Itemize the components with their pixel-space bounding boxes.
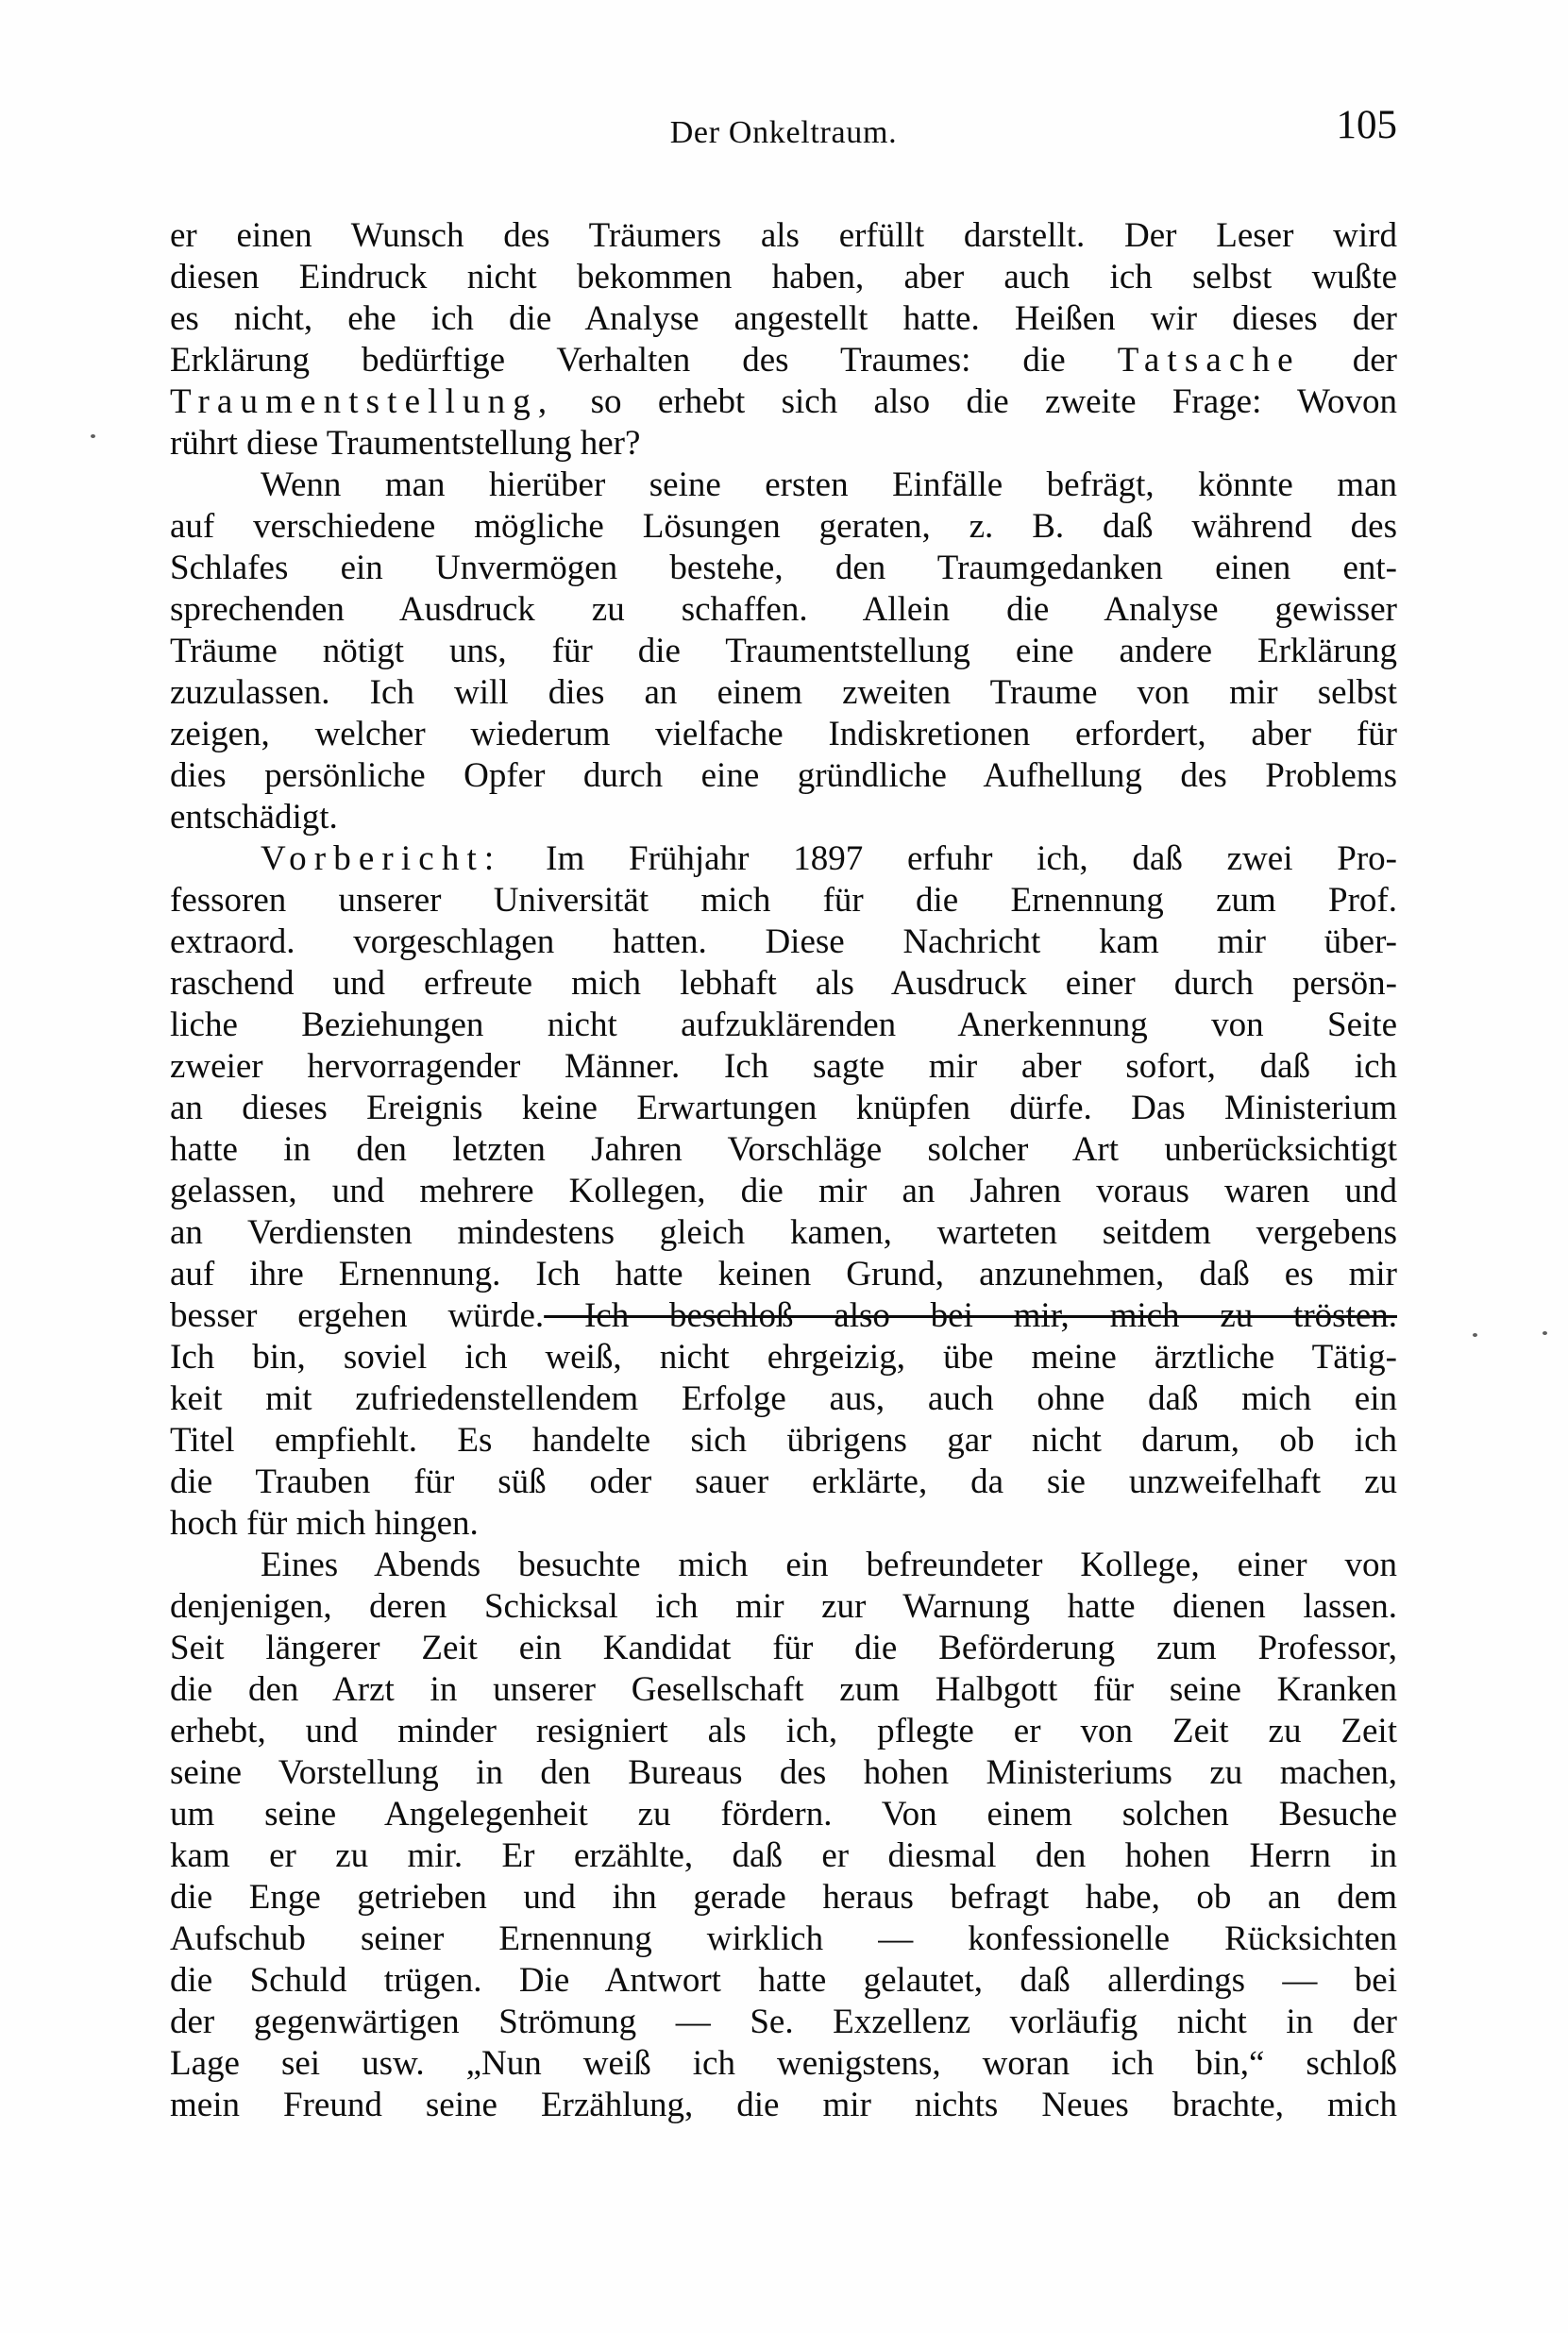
text-segment: auf verschiedene mögliche Lösungen geraten, z. B. daß während des xyxy=(170,507,1397,546)
text-line xyxy=(170,1919,1397,1960)
text-line xyxy=(170,215,1397,257)
text-line xyxy=(170,1212,1397,1254)
text-segment: um seine Angelegenheit zu fördern. Von einem solchen Besuche xyxy=(170,1795,1397,1834)
page-header xyxy=(170,103,1397,155)
text-segment: Im Frühjahr 1897 erfuhr ich, daß zwei Pro- xyxy=(501,839,1397,878)
text-segment: rührt diese Traumentstellung her? xyxy=(170,424,641,463)
text-line xyxy=(170,1503,1397,1545)
text-line xyxy=(170,1171,1397,1212)
text-segment: keit mit zufriedenstellendem Erfolge aus, auch ohne daß mich ein xyxy=(170,1379,1397,1418)
scan-speck xyxy=(1543,1331,1547,1335)
text-segment: Erklärung bedürftige Verhalten des Traumes: die xyxy=(170,341,1118,380)
text-line xyxy=(170,1420,1397,1462)
text-segment: zuzulassen. Ich will dies an einem zweiten Traume von mir selbst xyxy=(170,673,1397,712)
text-line xyxy=(170,257,1397,298)
text-segment: so erhebt sich also die zweite Frage: Wovon xyxy=(554,382,1397,421)
text-line xyxy=(170,340,1397,381)
text-segment: die Enge getrieben und ihn gerade heraus befragt habe, ob an dem xyxy=(170,1878,1397,1917)
text-line xyxy=(170,2002,1397,2043)
text-segment: dies persönliche Opfer durch eine gründliche Aufhellung des Problems xyxy=(170,756,1397,795)
emphasized-text: Traumentstellung, xyxy=(170,382,555,421)
text-line xyxy=(170,631,1397,672)
text-segment: Aufschub seiner Ernennung wirklich — konfessionelle Rücksichten xyxy=(170,1919,1397,1958)
text-segment: fessoren unserer Universität mich für die Ernennung zum Prof. xyxy=(170,881,1397,920)
text-segment: zweier hervorragender Männer. Ich sagte mir aber sofort, daß ich xyxy=(170,1047,1397,1086)
text-line xyxy=(170,506,1397,548)
emphasized-text: Vorbericht: xyxy=(261,839,502,878)
text-segment: zeigen, welcher wiederum vielfache Indiskretionen erfordert, aber für xyxy=(170,715,1397,753)
text-line xyxy=(170,921,1397,963)
text-line xyxy=(170,1545,1397,1586)
text-line xyxy=(170,1462,1397,1503)
text-line xyxy=(170,423,1397,465)
text-line xyxy=(170,1254,1397,1295)
text-line xyxy=(170,755,1397,797)
text-segment: Titel empfiehlt. Es handelte sich übrigens gar nicht darum, ob ich xyxy=(170,1421,1397,1460)
text-line xyxy=(170,1337,1397,1378)
text-line xyxy=(170,381,1397,423)
struck-through-text: Ich beschloß also bei mir, mich zu trösten. xyxy=(544,1296,1397,1335)
text-segment: seine Vorstellung in den Bureaus des hohen Ministeriums zu machen, xyxy=(170,1753,1397,1792)
text-segment: an dieses Ereignis keine Erwartungen knüpfen dürfe. Das Ministerium xyxy=(170,1089,1397,1127)
body-text xyxy=(170,215,1397,2126)
text-line xyxy=(170,1752,1397,1794)
text-line xyxy=(170,1586,1397,1628)
text-line xyxy=(170,1835,1397,1877)
scan-speck xyxy=(1473,1333,1477,1337)
text-segment: der xyxy=(1300,341,1397,380)
text-line xyxy=(170,714,1397,755)
text-line xyxy=(170,1877,1397,1919)
scan-speck xyxy=(91,434,95,438)
text-segment: die Trauben für süß oder sauer erklärte, da sie unzweifelhaft zu xyxy=(170,1462,1397,1501)
text-segment: auf ihre Ernennung. Ich hatte keinen Grund, anzunehmen, daß es mir xyxy=(170,1255,1397,1293)
text-segment: Ich bin, soviel ich weiß, nicht ehrgeizig, übe meine ärztliche Tätig- xyxy=(170,1338,1397,1377)
text-line xyxy=(170,1046,1397,1088)
text-segment: Seit längerer Zeit ein Kandidat für die Beförderung zum Professor, xyxy=(170,1629,1397,1667)
text-line xyxy=(170,672,1397,714)
emphasized-text: Tatsache xyxy=(1117,341,1301,380)
text-segment: der gegenwärtigen Strömung — Se. Exzellenz vorläufig nicht in der xyxy=(170,2003,1397,2041)
text-segment: Eines Abends besuchte mich ein befreundeter Kollege, einer von xyxy=(261,1546,1397,1584)
running-title: Der Onkeltraum. xyxy=(669,115,898,150)
text-line xyxy=(170,1378,1397,1420)
text-segment: es nicht, ehe ich die Analyse angestellt hatte. Heißen wir dieses der xyxy=(170,299,1397,338)
text-segment: hatte in den letzten Jahren Vorschläge solcher Art unberücksichtigt xyxy=(170,1130,1397,1169)
text-segment: entschädigt. xyxy=(170,798,338,837)
text-segment: besser ergehen würde. xyxy=(170,1296,545,1335)
text-line xyxy=(170,797,1397,838)
text-line xyxy=(170,880,1397,921)
text-line xyxy=(170,1088,1397,1129)
text-line xyxy=(170,548,1397,589)
text-line xyxy=(170,1628,1397,1669)
text-segment: Schlafes ein Unvermögen bestehe, den Traumgedanken einen ent- xyxy=(170,549,1397,587)
text-line xyxy=(170,589,1397,631)
text-line xyxy=(170,838,1397,880)
text-segment: die den Arzt in unserer Gesellschaft zum Halbgott für seine Kranken xyxy=(170,1670,1397,1709)
text-segment: erhebt, und minder resigniert als ich, pflegte er von Zeit zu Zeit xyxy=(170,1712,1397,1750)
text-segment: an Verdiensten mindestens gleich kamen, warteten seitdem vergebens xyxy=(170,1213,1397,1252)
text-segment: gelassen, und mehrere Kollegen, die mir an Jahren voraus waren und xyxy=(170,1172,1397,1210)
text-line xyxy=(170,2085,1397,2126)
text-segment: Träume nötigt uns, für die Traumentstellung eine andere Erklärung xyxy=(170,632,1397,670)
text-line xyxy=(170,298,1397,340)
text-segment: denjenigen, deren Schicksal ich mir zur Warnung hatte dienen lassen. xyxy=(170,1587,1397,1626)
text-segment: mein Freund seine Erzählung, die mir nichts Neues brachte, mich xyxy=(170,2086,1397,2124)
text-segment: extraord. vorgeschlagen hatten. Diese Nachricht kam mir über- xyxy=(170,922,1397,961)
text-line xyxy=(170,2043,1397,2085)
text-line xyxy=(170,1794,1397,1835)
text-segment: Wenn man hierüber seine ersten Einfälle befrägt, könnte man xyxy=(261,465,1397,504)
text-segment: diesen Eindruck nicht bekommen haben, aber auch ich selbst wußte xyxy=(170,258,1397,296)
text-segment: liche Beziehungen nicht aufzuklärenden Anerkennung von Seite xyxy=(170,1006,1397,1044)
text-line xyxy=(170,1711,1397,1752)
text-line xyxy=(170,1129,1397,1171)
text-segment: Lage sei usw. „Nun weiß ich wenigstens, woran ich bin,“ schloß xyxy=(170,2044,1397,2083)
text-segment: er einen Wunsch des Träumers als erfüllt darstellt. Der Leser wird xyxy=(170,216,1397,255)
text-segment: hoch für mich hingen. xyxy=(170,1504,479,1543)
page-number: 105 xyxy=(1336,103,1397,147)
text-segment: die Schuld trügen. Die Antwort hatte gelautet, daß allerdings — bei xyxy=(170,1961,1397,2000)
text-segment: raschend und erfreute mich lebhaft als Ausdruck einer durch persön- xyxy=(170,964,1397,1003)
text-line xyxy=(170,1960,1397,2002)
text-line xyxy=(170,1295,1397,1337)
text-segment: sprechenden Ausdruck zu schaffen. Allein die Analyse gewisser xyxy=(170,590,1397,629)
text-line xyxy=(170,1669,1397,1711)
text-segment: kam er zu mir. Er erzählte, daß er diesmal den hohen Herrn in xyxy=(170,1836,1397,1875)
text-line xyxy=(170,1005,1397,1046)
text-line xyxy=(170,963,1397,1005)
text-line xyxy=(170,465,1397,506)
